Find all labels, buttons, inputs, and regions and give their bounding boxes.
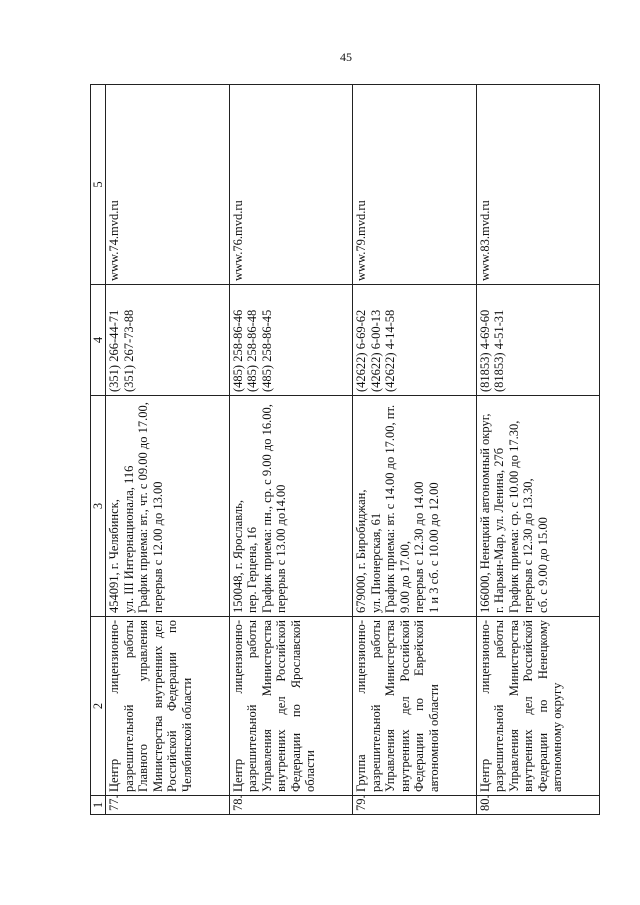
phone-number: (485) 258-86-45 xyxy=(259,309,274,392)
phone-number: (42622) 6-00-13 xyxy=(368,309,383,392)
phone-number: (42622) 4-14-58 xyxy=(383,309,397,392)
table-row xyxy=(106,85,230,815)
phones-cell xyxy=(229,285,353,396)
schedule-line: График приема: ср. с 10.00 до 17.30, перерыв с 12.30 до 13.30, xyxy=(506,420,535,613)
header-row xyxy=(91,85,106,815)
row-number: 79. xyxy=(353,796,477,815)
row-number: 77. xyxy=(106,796,230,815)
schedule-line: График приема: вт., чт. с 09.00 до 17.00, перерыв с 12.00 до 13.00 xyxy=(136,402,165,613)
header-col-4: 4 xyxy=(91,285,106,396)
phones-cell xyxy=(106,285,230,396)
row-number: 78. xyxy=(229,796,353,815)
organization-name: Группа лицензионно-разрешительной работы Управления Министерства внутренних дел Российской Федерации по Еврейской автономной области xyxy=(353,617,477,796)
phones-cell xyxy=(476,285,600,396)
phones-cell xyxy=(353,285,477,396)
website-link[interactable]: www.76.mvd.ru xyxy=(230,200,245,281)
header-col-3: 3 xyxy=(91,396,106,617)
schedule-line: График приема: пн., ср. с 9.00 до 16.00, перерыв с 13.00 до14.00 xyxy=(259,404,288,613)
schedule-line: перерыв с 12.30 до 14.00 xyxy=(412,481,426,613)
address-line: 679000, г. Биробиджан, xyxy=(354,489,368,613)
address-line: 166000, Ненецкий автономный округ, xyxy=(477,413,492,613)
phone-number: (42622) 6-69-62 xyxy=(354,309,368,392)
address-line: 150048, г. Ярославль, xyxy=(230,499,245,613)
website-link[interactable]: www.83.mvd.ru xyxy=(477,200,492,281)
organization-name: Центр лицензионно-разрешительной работы Управления Министерства внутренних дел Российской Федерации по Ненецкому автономному округу xyxy=(476,617,600,796)
phone-number: (351) 267-73-88 xyxy=(121,309,136,392)
address-line: 454091, г. Челябинск, xyxy=(107,499,121,613)
website-cell xyxy=(353,85,477,285)
website-cell xyxy=(106,85,230,285)
phone-number: (81853) 4-51-31 xyxy=(492,309,506,392)
organization-name: Центр лицензионно-разрешительной работы Главного управления Министерства внутренних дел Российской Федерации по Челябинской области xyxy=(106,617,230,796)
header-col-5: 5 xyxy=(91,85,106,285)
phone-number: (485) 258-86-48 xyxy=(245,309,259,392)
address-cell xyxy=(353,396,477,617)
rotated-table-wrapper xyxy=(90,90,600,815)
row-number: 80. xyxy=(476,796,600,815)
table-row xyxy=(229,85,353,815)
table-row xyxy=(476,85,600,815)
phone-number: (81853) 4-69-60 xyxy=(477,309,492,392)
address-cell xyxy=(476,396,600,617)
page-number: 45 xyxy=(340,50,352,64)
address-line: ул. III Интернационала, 116 xyxy=(121,465,136,613)
address-line: ул. Пионерская, 61 xyxy=(368,512,383,613)
table-row xyxy=(353,85,477,815)
website-link[interactable]: www.74.mvd.ru xyxy=(107,200,121,281)
phone-number: (485) 258-86-46 xyxy=(230,309,245,392)
header-col-1: 1 xyxy=(91,796,106,815)
organization-name: Центр лицензионно-разрешительной работы Управления Министерства внутренних дел Российской Федерации по Ярославской области xyxy=(229,617,353,796)
schedule-line: сб. с 9.00 до 15.00 xyxy=(535,517,550,613)
address-line: пер. Герцена, 16 xyxy=(245,526,259,613)
website-cell xyxy=(476,85,600,285)
phone-number: (351) 266-44-71 xyxy=(107,309,121,392)
licensing-centers-table xyxy=(90,84,600,815)
header-col-2: 2 xyxy=(91,617,106,796)
address-line: г. Нарьян-Мар, ул. Ленина, 27б xyxy=(492,447,506,613)
schedule-line: 1 и 3 сб. с 10.00 до 12.00 xyxy=(426,482,441,613)
address-cell xyxy=(229,396,353,617)
address-cell xyxy=(106,396,230,617)
website-link[interactable]: www.79.mvd.ru xyxy=(354,200,368,281)
website-cell xyxy=(229,85,353,285)
schedule-line: График приема: вт. с 14.00 до 17.00, пт. 9.00 до 17.00, xyxy=(383,404,412,613)
